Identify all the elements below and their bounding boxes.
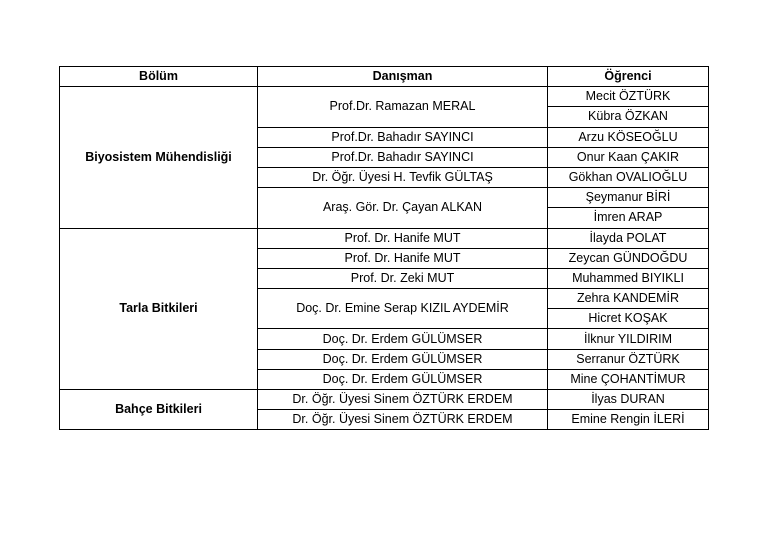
department-cell: Tarla Bitkileri — [60, 228, 258, 390]
student-cell: Hicret KOŞAK — [548, 309, 709, 329]
advisor-cell: Prof.Dr. Bahadır SAYINCI — [258, 127, 548, 147]
advisor-cell: Prof.Dr. Bahadır SAYINCI — [258, 147, 548, 167]
advisor-cell: Dr. Öğr. Üyesi H. Tevfik GÜLTAŞ — [258, 167, 548, 187]
student-cell: Zeycan GÜNDOĞDU — [548, 248, 709, 268]
advisor-cell: Prof. Dr. Zeki MUT — [258, 268, 548, 288]
advisor-cell: Doç. Dr. Erdem GÜLÜMSER — [258, 329, 548, 349]
advisor-cell: Doç. Dr. Erdem GÜLÜMSER — [258, 349, 548, 369]
table-body — [60, 87, 709, 430]
student-cell: İlyas DURAN — [548, 390, 709, 410]
student-cell: Mine ÇOHANTİMUR — [548, 369, 709, 389]
student-cell: İlknur YILDIRIM — [548, 329, 709, 349]
student-cell: Arzu KÖSEOĞLU — [548, 127, 709, 147]
student-cell: Şeymanur BİRİ — [548, 188, 709, 208]
advisor-cell: Araş. Gör. Dr. Çayan ALKAN — [258, 188, 548, 228]
advisor-cell: Prof. Dr. Hanife MUT — [258, 228, 548, 248]
department-cell: Biyosistem Mühendisliği — [60, 87, 258, 228]
header-department: Bölüm — [60, 67, 258, 87]
table-row — [60, 390, 709, 410]
student-cell: Zehra KANDEMİR — [548, 289, 709, 309]
header-student: Öğrenci — [548, 67, 709, 87]
student-cell: Onur Kaan ÇAKIR — [548, 147, 709, 167]
table-row — [60, 87, 709, 107]
student-cell: İmren ARAP — [548, 208, 709, 228]
student-cell: Serranur ÖZTÜRK — [548, 349, 709, 369]
advisor-cell: Doç. Dr. Emine Serap KIZIL AYDEMİR — [258, 289, 548, 329]
student-cell: İlayda POLAT — [548, 228, 709, 248]
student-cell: Muhammed BIYIKLI — [548, 268, 709, 288]
advisor-cell: Dr. Öğr. Üyesi Sinem ÖZTÜRK ERDEM — [258, 390, 548, 410]
advisor-cell: Prof.Dr. Ramazan MERAL — [258, 87, 548, 127]
advisor-cell: Dr. Öğr. Üyesi Sinem ÖZTÜRK ERDEM — [258, 410, 548, 430]
table-row — [60, 228, 709, 248]
table-header-row — [60, 67, 709, 87]
student-cell: Mecit ÖZTÜRK — [548, 87, 709, 107]
department-cell: Bahçe Bitkileri — [60, 390, 258, 430]
student-cell: Kübra ÖZKAN — [548, 107, 709, 127]
student-cell: Gökhan OVALIOĞLU — [548, 167, 709, 187]
header-advisor: Danışman — [258, 67, 548, 87]
advisor-student-table — [59, 66, 709, 430]
advisor-cell: Doç. Dr. Erdem GÜLÜMSER — [258, 369, 548, 389]
student-cell: Emine Rengin İLERİ — [548, 410, 709, 430]
advisor-cell: Prof. Dr. Hanife MUT — [258, 248, 548, 268]
